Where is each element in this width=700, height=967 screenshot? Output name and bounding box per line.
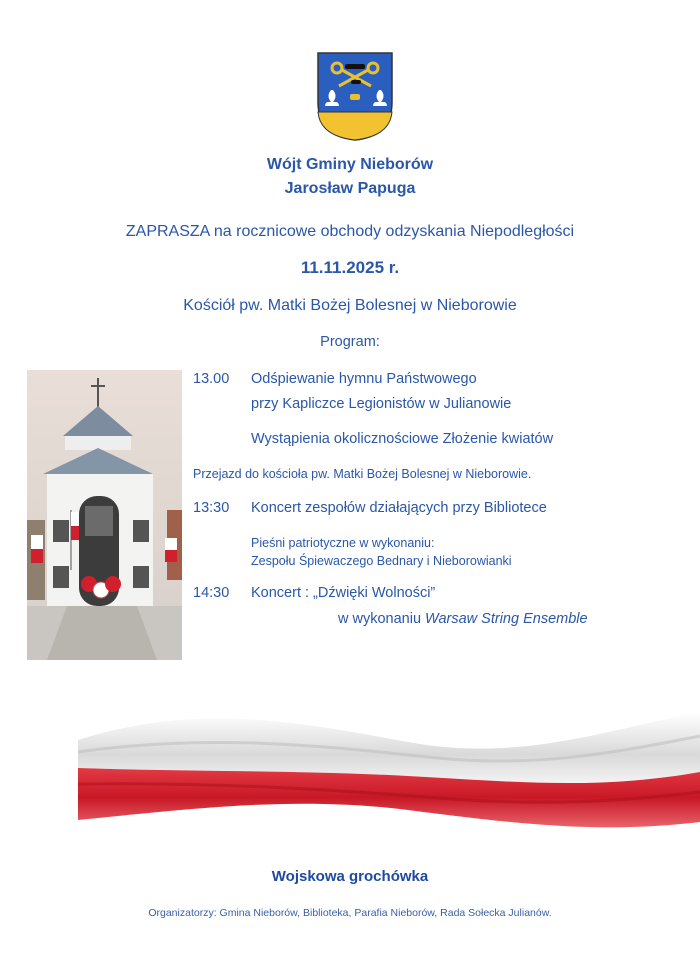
program-item-2-line-1: Koncert zespołów działających przy Bibliotece [251,500,547,516]
invitation-text: ZAPRASZA na rocznicowe obchody odzyskania Niepodległości [125,223,575,240]
performer-ensemble: Warsaw String Ensemble [425,611,588,627]
title-line-1: Wójt Gminy Nieborów [266,156,434,173]
program-item-3-line-2 [338,611,588,627]
program-item-1-line-1: Odśpiewanie hymnu Państwowego [251,371,477,387]
food-announcement: Wojskowa grochówka [271,868,429,885]
title-line-2: Jarosław Papuga [284,180,416,197]
organizers-text: Organizatorzy: Gmina Nieborów, Biblioteka, Parafia Nieborów, Rada Sołecka Julianów. [148,907,552,919]
program-item-2-sub-1: Pieśni patriotyczne w wykonaniu: [251,536,435,550]
program-time-2: 13:30 [193,500,230,516]
flag-ribbon [78,712,700,834]
program-time-3: 14:30 [193,585,230,601]
event-date: 11.11.2025 r. [300,258,400,277]
program-time-1: 13.00 [193,371,230,387]
program-item-1-line-2: przy Kapliczce Legionistów w Julianowie [251,396,512,412]
coat-of-arms-icon [315,50,395,142]
chapel-photo [27,370,182,660]
performer-prefix: w wykonaniu [338,611,426,627]
program-item-1-line-3: Wystąpienia okolicznościowe Złożenie kwiatów [251,431,554,447]
program-transfer: Przejazd do kościoła pw. Matki Bożej Bolesnej w Nieborowie. [193,467,532,481]
program-item-3-line-1: Koncert : „Dźwięki Wolności” [251,585,436,601]
program-label: Program: [320,334,380,350]
program-item-2-sub-2: Zespołu Śpiewaczego Bednary i Nieborowianki [251,554,512,568]
event-venue: Kościół pw. Matki Bożej Bolesnej w Nieborowie [183,297,517,314]
